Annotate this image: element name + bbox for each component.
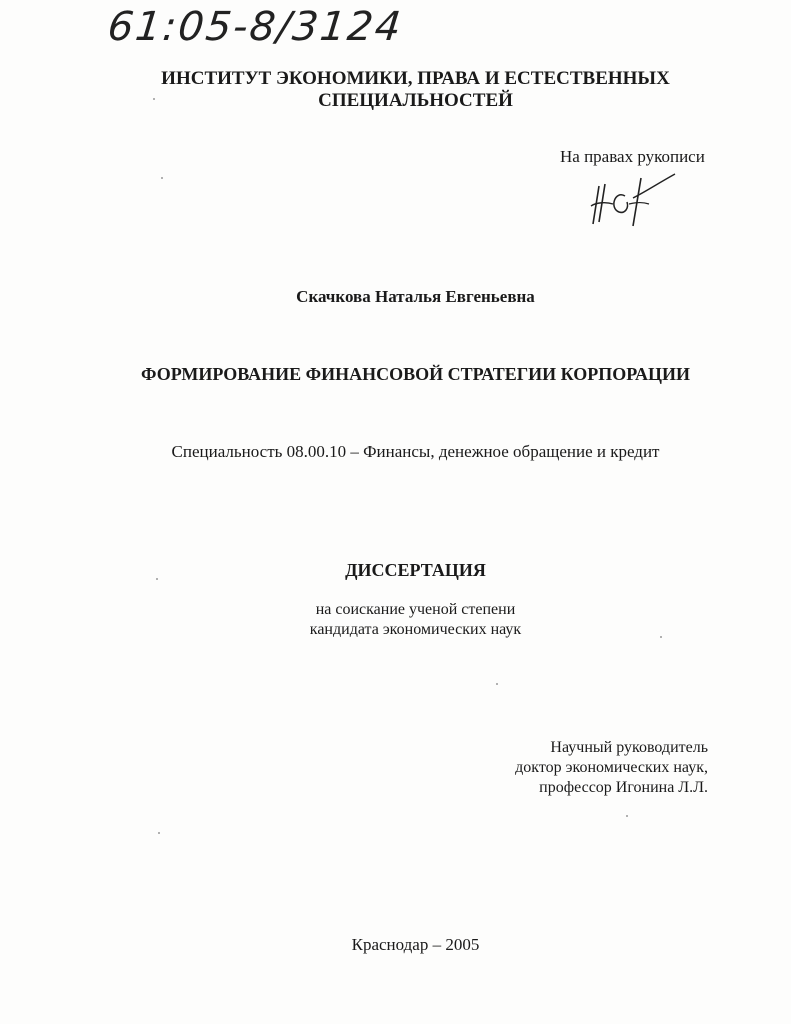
institution-name — [0, 68, 791, 112]
city-year: Краснодар – 2005 — [351, 935, 480, 954]
supervisor-line-3: профессор Игонина Л.Л. — [539, 779, 708, 796]
supervisor-line-1: Научный руководитель — [550, 739, 708, 756]
scan-speck — [496, 683, 498, 685]
institution-line-2: СПЕЦИАЛЬНОСТЕЙ — [318, 90, 513, 111]
institution-line-1: ИНСТИТУТ ЭКОНОМИКИ, ПРАВА И ЕСТЕСТВЕННЫХ — [161, 68, 670, 89]
supervisor-block — [515, 738, 708, 798]
supervisor-line-2: доктор экономических наук, — [515, 759, 708, 776]
author-name: Скачкова Наталья Евгеньевна — [296, 287, 535, 306]
degree-line-1: на соискание ученой степени — [315, 601, 516, 618]
document-type: ДИССЕРТАЦИЯ — [345, 560, 486, 580]
signature-icon — [585, 168, 685, 230]
scan-speck — [626, 815, 628, 817]
specialty-line: Специальность 08.00.10 – Финансы, денежное обращение и кредит — [171, 442, 660, 461]
dissertation-title: ФОРМИРОВАНИЕ ФИНАНСОВОЙ СТРАТЕГИИ КОРПОРАЦИИ — [141, 364, 690, 384]
manuscript-rights: На правах рукописи — [560, 147, 705, 166]
handwritten-catalog-number: 61:05-8/3124 — [105, 4, 405, 50]
degree-block — [0, 600, 791, 640]
scan-speck — [161, 177, 163, 179]
degree-line-2: кандидата экономических наук — [309, 621, 522, 638]
scan-speck — [660, 636, 662, 638]
scan-speck — [156, 578, 158, 580]
scan-speck — [158, 832, 160, 834]
scan-speck — [153, 98, 155, 100]
